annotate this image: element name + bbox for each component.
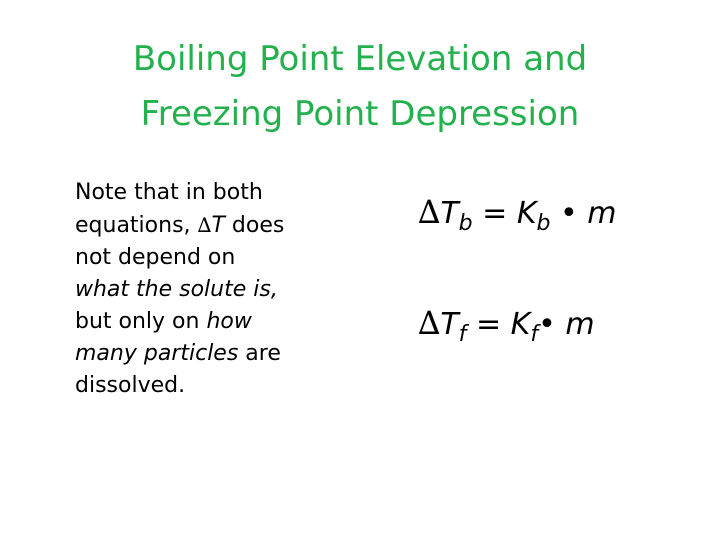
molality-variable: m (587, 196, 617, 231)
equals-sign: = (472, 196, 517, 231)
emphasis-text: how (206, 309, 252, 334)
t-variable: T (440, 307, 459, 342)
note-line: Note that in both (75, 180, 263, 205)
title-line-2: Freezing Point Depression (140, 94, 580, 134)
delta-symbol: ∆ (418, 304, 441, 342)
note-line: dissolved. (75, 373, 186, 398)
subscript: b (536, 211, 551, 236)
molality-variable: m (565, 307, 595, 342)
note-text: does (224, 213, 285, 238)
note-line (75, 306, 365, 338)
subscript: b (458, 211, 473, 236)
slide-title (40, 32, 680, 142)
t-variable: T (440, 196, 459, 231)
emphasis-text: many particles (75, 341, 239, 366)
subscript: f (530, 322, 539, 347)
note-text: are (238, 341, 281, 366)
subscript: f (458, 322, 467, 347)
note-line (75, 209, 365, 242)
constant-variable: K (516, 196, 537, 231)
multiply-dot: • (550, 196, 588, 231)
title-line-1: Boiling Point Elevation and (132, 39, 588, 79)
note-text: but only on (75, 309, 207, 334)
multiply-dot: • (538, 307, 566, 342)
delta-symbol: ∆ (197, 213, 212, 237)
constant-variable: K (510, 307, 531, 342)
note-line (75, 338, 365, 370)
note-paragraph (75, 177, 365, 402)
boiling-point-equation (418, 192, 617, 234)
emphasis-text: what the solute is, (75, 277, 278, 302)
freezing-point-equation (418, 303, 595, 345)
equals-sign: = (466, 307, 511, 342)
note-line: not depend on (75, 245, 236, 270)
t-variable: T (211, 213, 225, 238)
note-text: equations, (75, 213, 198, 238)
note-line (75, 274, 365, 306)
delta-symbol: ∆ (418, 193, 441, 231)
